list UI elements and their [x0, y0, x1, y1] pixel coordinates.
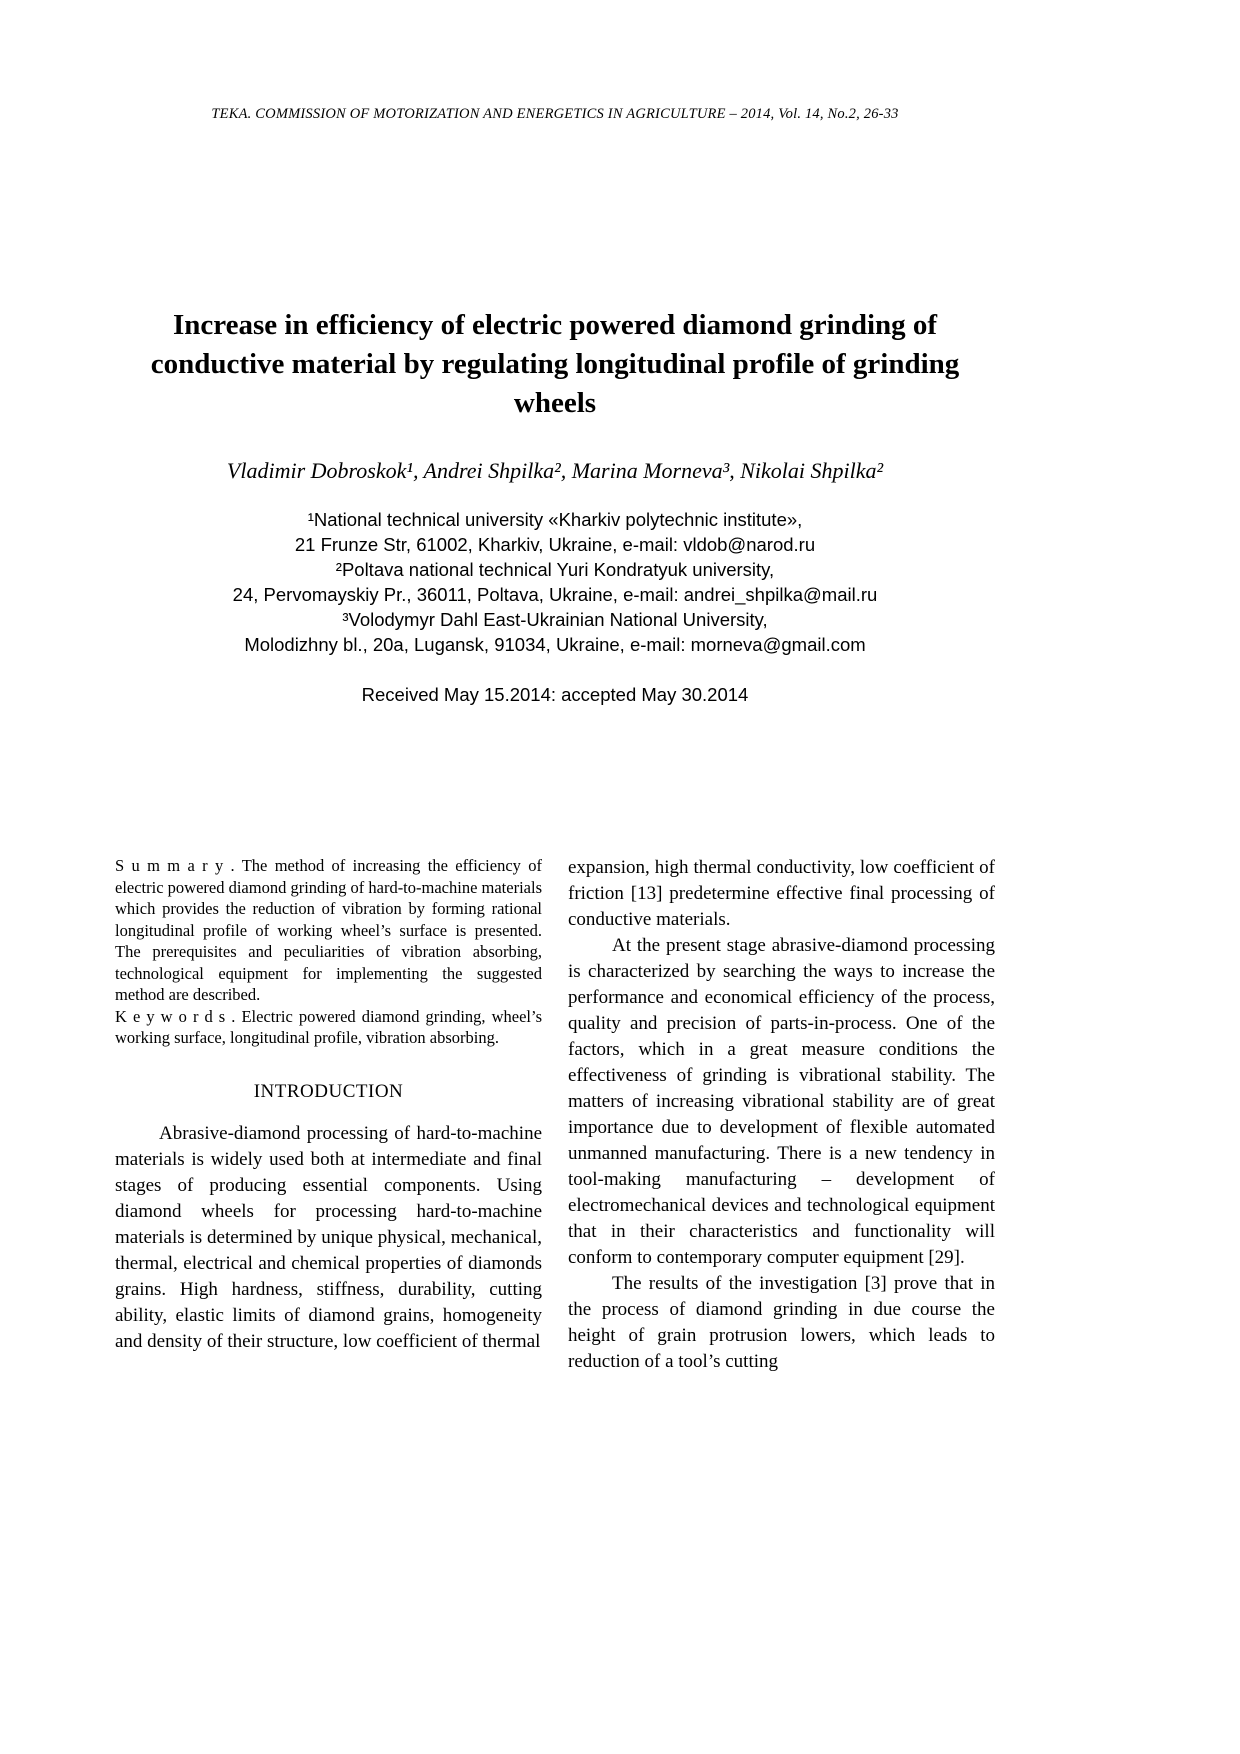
- body-paragraph-intro-3: The results of the investigation [3] prove that in the process of diamond grinding in due course the height of grain protrusion lowers, which leads to reduction of a tool’s cutting: [568, 1273, 995, 1372]
- affiliation-line-2: 21 Frunze Str, 61002, Kharkiv, Ukraine, e-mail: vldob@narod.ru: [294, 534, 816, 555]
- affiliation-line-6: Molodizhny bl., 20a, Lugansk, 91034, Ukraine, e-mail: morneva@gmail.com: [244, 634, 866, 655]
- right-column: [568, 855, 995, 1375]
- two-column-body: [115, 855, 995, 1375]
- body-paragraph-continuation: expansion, high thermal conductivity, low coefficient of friction [13] predetermine effective final processing of conductive materials.: [568, 857, 995, 930]
- running-head: TEKA. COMMISSION OF MOTORIZATION AND ENERGETICS IN AGRICULTURE – 2014, Vol. 14, No.2, 26-33: [211, 106, 899, 122]
- affiliation-line-5: ³Volodymyr Dahl East-Ukrainian National University,: [342, 609, 768, 630]
- affiliation-line-3: ²Poltava national technical Yuri Kondratyuk university,: [335, 559, 775, 580]
- body-paragraph-intro-1: Abrasive-diamond processing of hard-to-machine materials is widely used both at intermediate and final stages of producing essential components. Using diamond wheels for processing hard-to-machine materials is determined by unique physical, mechanical, thermal, electrical and chemical properties of diamonds grains. High hardness, stiffness, durability, cutting ability, elastic limits of diamond grains, homogeneity and density of their structure, low coefficient of thermal: [115, 1122, 542, 1352]
- paper-title: Increase in efficiency of electric powered diamond grinding of conductive material by regulating longitudinal profile of grinding wheels: [150, 309, 960, 419]
- affiliations-block: [115, 507, 995, 657]
- affiliation-line-1: ¹National technical university «Kharkiv polytechnic institute»,: [307, 509, 803, 530]
- keywords-paragraph: K e y w o r d s . Electric powered diamond grinding, wheel’s working surface, longitudinal profile, vibration absorbing.: [115, 1006, 542, 1047]
- received-accepted-line: Received May 15.2014: accepted May 30.2014: [361, 684, 749, 705]
- section-heading-introduction: INTRODUCTION: [253, 1080, 404, 1102]
- authors-line: Vladimir Dobroskok¹, Andrei Shpilka², Marina Morneva³, Nikolai Shpilka²: [226, 458, 884, 483]
- summary-paragraph: S u m m a r y . The method of increasing the efficiency of electric powered diamond grinding of hard-to-machine materials which provides the reduction of vibration by forming rational longitudinal profile of working wheel’s surface is presented. The prerequisites and peculiarities of vibration absorbing, technological equipment for implementing the suggested method are described.: [115, 856, 543, 1004]
- left-column: [115, 855, 542, 1375]
- body-paragraph-intro-2: At the present stage abrasive-diamond processing is characterized by searching the ways to increase the performance and economical efficiency of the process, quality and precision of parts-in-process. One of the factors, which in a great measure conditions the effectiveness of grinding is vibrational stability. The matters of increasing vibrational stability are of great importance due to development of flexible automated unmanned manufacturing. There is a new tendency in tool-making manufacturing – development of electromechanical devices and technological equipment that in their characteristics and functionality will conform to contemporary computer equipment [29].: [568, 935, 995, 1268]
- affiliation-line-4: 24, Pervomayskiy Pr., 36011, Poltava, Ukraine, e-mail: andrei_shpilka@mail.ru: [232, 584, 878, 605]
